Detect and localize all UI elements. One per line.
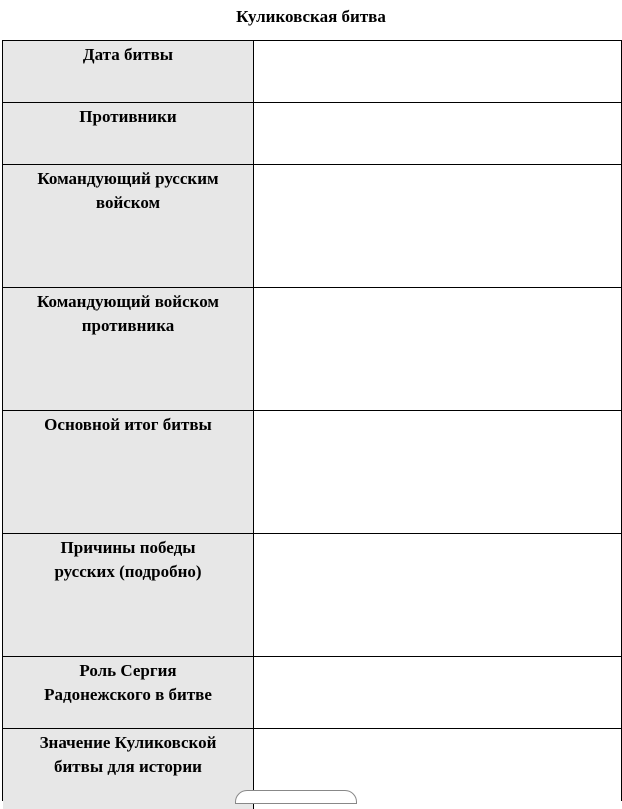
bottom-overlay-shape: [235, 790, 357, 804]
row-label-victory-reasons: Причины победы русских (подробно): [3, 534, 254, 656]
answer-cell-outcome[interactable]: [255, 411, 621, 533]
table-row-opponents: [3, 103, 621, 165]
table-row-sergius-role: [3, 657, 621, 729]
table-row-outcome: [3, 411, 621, 534]
row-label-enemy-commander: Командующий войском противника: [3, 288, 254, 410]
answer-cell-russian-commander[interactable]: [255, 165, 621, 287]
row-label-sergius-role: Роль Сергия Радонежского в битве: [3, 657, 254, 728]
table-row-russian-commander: [3, 165, 621, 288]
document-title: Куликовская битва: [236, 7, 386, 26]
row-label-opponents: Противники: [3, 103, 254, 164]
answer-cell-enemy-commander[interactable]: [255, 288, 621, 410]
table-row-enemy-commander: [3, 288, 621, 411]
row-label-significance: Значение Куликовской битвы для истории: [3, 729, 254, 809]
answer-cell-victory-reasons[interactable]: [255, 534, 621, 656]
battle-table: [2, 40, 622, 801]
answer-cell-sergius-role[interactable]: [255, 657, 621, 728]
row-label-date: Дата битвы: [3, 41, 254, 102]
answer-cell-date[interactable]: [255, 41, 621, 102]
table-row-victory-reasons: [3, 534, 621, 657]
row-label-russian-commander: Командующий русским войском: [3, 165, 254, 287]
table-row-date: [3, 41, 621, 103]
answer-cell-opponents[interactable]: [255, 103, 621, 164]
row-label-outcome: Основной итог битвы: [3, 411, 254, 533]
